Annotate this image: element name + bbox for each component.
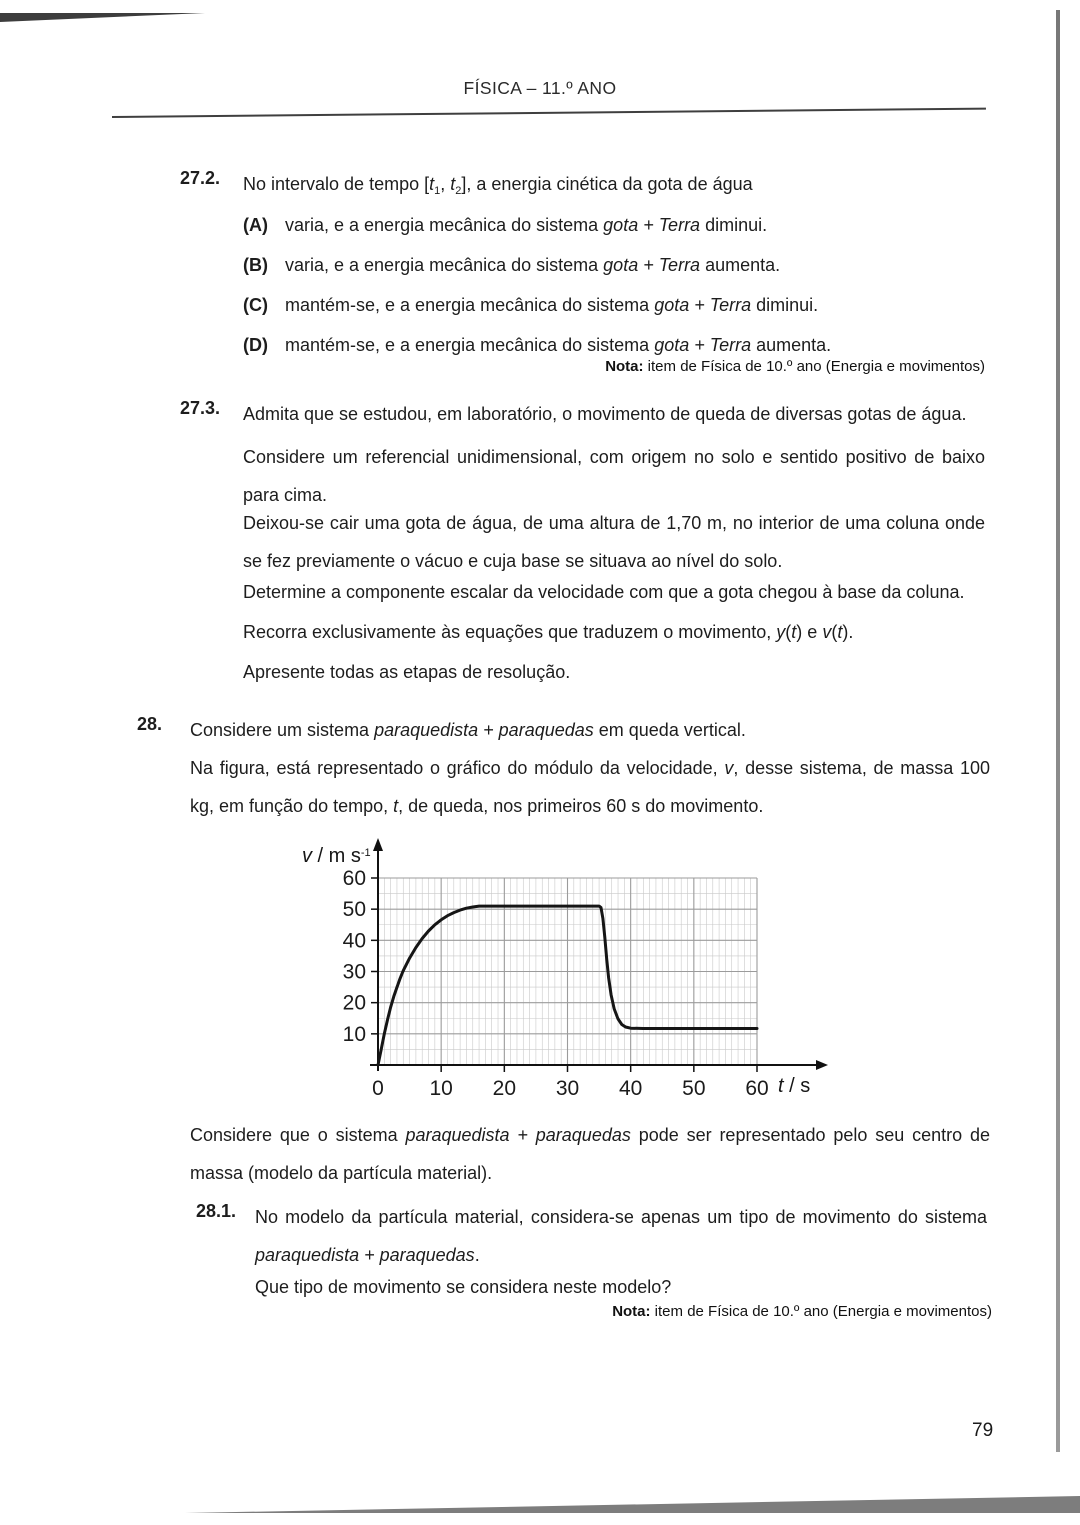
q27-3-paragraph-3: Determine a componente escalar da velocidade com que a gota chegou à base da coluna.	[243, 582, 965, 602]
svg-text:30: 30	[555, 1077, 580, 1100]
svg-text:60: 60	[745, 1077, 769, 1100]
scan-artifact-right-edge	[1056, 10, 1060, 1452]
page-number: 79	[972, 1420, 994, 1441]
q27-2-options	[243, 212, 1003, 372]
option-d-text: mantém-se, e a energia mecânica do sistema gota + Terra aumenta.	[285, 335, 832, 355]
option-b-label: (B)	[243, 255, 268, 275]
note-28-1: Nota: item de Física de 10.º ano (Energia e movimentos)	[612, 1303, 992, 1320]
velocity-time-chart	[300, 833, 860, 1125]
svg-text:50: 50	[682, 1077, 706, 1100]
q28-paragraph-2: Considere que o sistema paraquedista + paraquedas pode ser representado pelo seu centro de massa (modelo da partícula material).	[190, 1125, 990, 1183]
option-a-label: (A)	[243, 215, 268, 235]
q27-3-number: 27.3.	[180, 398, 221, 418]
svg-text:50: 50	[342, 898, 366, 922]
q28-intro: Considere um sistema paraquedista + paraquedas em queda vertical.	[190, 720, 746, 740]
svg-text:10: 10	[342, 1022, 366, 1046]
svg-text:0: 0	[372, 1077, 384, 1100]
page-header: FÍSICA – 11.º ANO	[463, 78, 617, 98]
q27-3-intro: Admita que se estudou, em laboratório, o movimento de queda de diversas gotas de água.	[243, 404, 967, 424]
x-axis-label: t / s	[778, 1075, 811, 1097]
option-d-label: (D)	[243, 335, 268, 355]
chart-canvas	[300, 833, 860, 1125]
note-27-2: Nota: item de Física de 10.º ano (Energia e movimentos)	[605, 358, 985, 375]
header-rule	[112, 108, 986, 119]
option-a-text: varia, e a energia mecânica do sistema gota + Terra diminui.	[285, 215, 768, 235]
q28-1-question: Que tipo de movimento se considera neste modelo?	[255, 1277, 672, 1297]
svg-text:30: 30	[342, 960, 366, 984]
q27-2-stem: No intervalo de tempo [$t_1$, $t_2$], a energia cinética da gota de água	[243, 174, 753, 197]
option-b	[243, 252, 1003, 292]
svg-text:10: 10	[429, 1077, 453, 1100]
svg-text:20: 20	[342, 991, 366, 1015]
option-c	[243, 292, 1003, 332]
y-axis-label: v / m $s^{-1}$	[302, 845, 371, 867]
option-c-label: (C)	[243, 295, 268, 315]
svg-text:40: 40	[618, 1077, 643, 1100]
scan-artifact-bottom	[185, 1496, 1080, 1513]
option-c-text: mantém-se, e a energia mecânica do sistema gota + Terra diminui.	[285, 295, 819, 315]
q28-paragraph-1: Na figura, está representado o gráfico do módulo da velocidade, v, desse sistema, de massa 100 kg, em função do tempo, t, de queda, nos primeiros 60 s do movimento.	[190, 758, 990, 816]
svg-text:40: 40	[342, 929, 366, 953]
q28-1-paragraph-1: No modelo da partícula material, considera-se apenas um tipo de movimento do sistema paraquedista + paraquedas.	[255, 1207, 987, 1265]
q27-3-paragraph-4: Recorra exclusivamente às equações que traduzem o movimento, y(t) e v(t).	[243, 622, 854, 642]
q28-1-number: 28.1.	[196, 1201, 237, 1221]
q27-3-paragraph-1: Considere um referencial unidimensional, com origem no solo e sentido positivo de baixo para cima.	[243, 447, 985, 505]
option-b-text: varia, e a energia mecânica do sistema gota + Terra aumenta.	[285, 255, 781, 275]
q27-3-paragraph-5: Apresente todas as etapas de resolução.	[243, 662, 571, 682]
q27-2-number: 27.2.	[180, 168, 221, 188]
q28-number: 28.	[137, 714, 163, 734]
scan-artifact-top	[0, 13, 205, 22]
q27-3-paragraph-2: Deixou-se cair uma gota de água, de uma altura de 1,70 m, no interior de uma coluna onde se fez previamente o vácuo e cuja base se situava ao nível do solo.	[243, 513, 985, 571]
svg-text:20: 20	[492, 1077, 517, 1100]
svg-text:60: 60	[342, 867, 366, 890]
option-a	[243, 212, 1003, 252]
